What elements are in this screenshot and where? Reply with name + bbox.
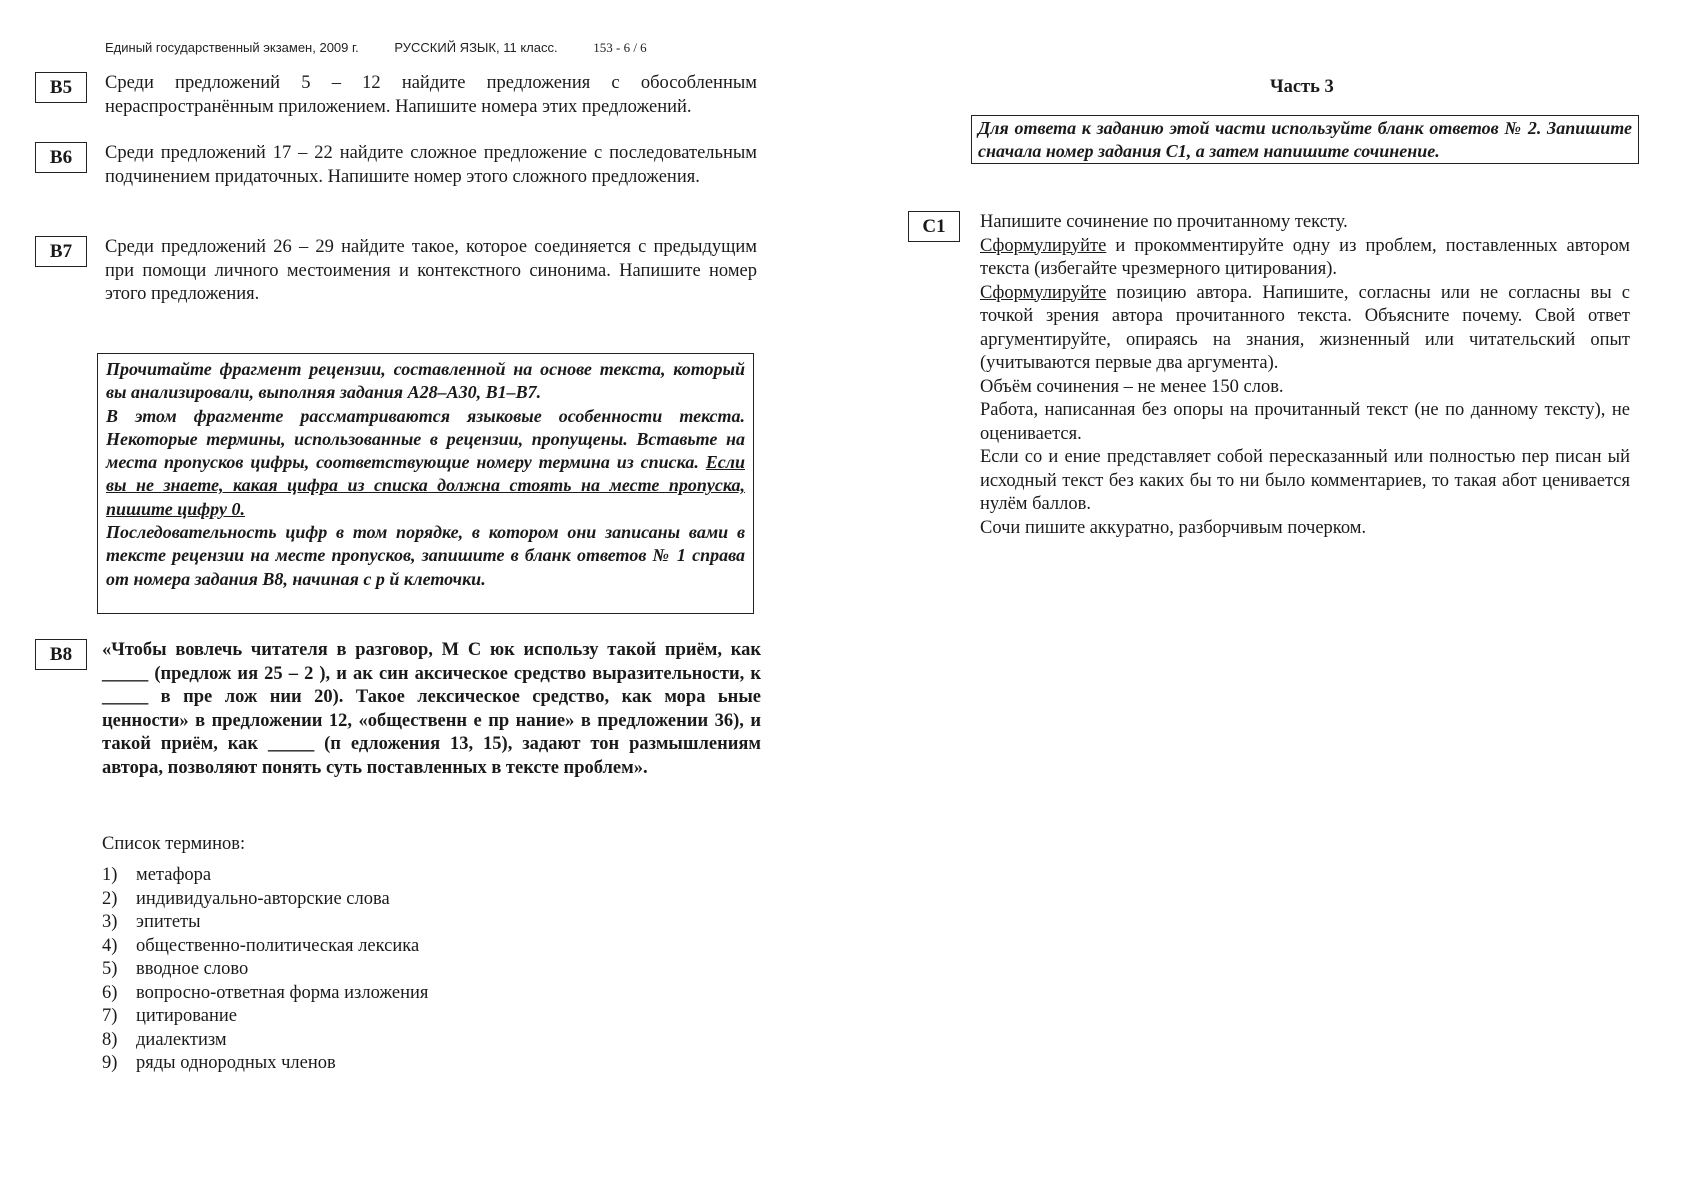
review-instruction-2 [106,405,745,521]
task-text-b5: Среди предложений 5 – 12 найдите предложения с обособленным нераспространённым приложением. Напишите номера этих предложений. [105,73,757,117]
list-item: 7) цитирование [102,1006,238,1026]
task-label-b5: B5 [35,72,87,103]
task-text-b7: Среди предложений 26 – 29 найдите такое, которое соединяется с предыдущим при помощи личного местоимения и контекстного синонима. Напишите номер этого предложения. [105,237,757,304]
c1-paragraph-4: Объём сочинения – не менее 150 слов. [980,376,1284,397]
page-header [105,40,647,56]
review-instruction-2-underlined: Если вы не знаете, какая цифра из списка должна стоять на месте пропуска, пишите цифру 0. [106,452,745,519]
c1-paragraph-5: Работа, написанная без опоры на прочитанный текст (не по данному тексту), не оценивается. [980,400,1630,444]
list-item: 8) диалектизм [102,1029,227,1050]
task-text-b6: Среди предложений 17 – 22 найдите сложное предложение с последовательным подчинением придаточных. Напишите номер этого сложного предложения. [105,143,757,187]
part3-title: Часть 3 [1270,77,1334,97]
review-instruction-1: Прочитайте фрагмент рецензии, составленной на основе текста, который вы анализировали, выполняя задания А28–А30, В1–В7. [106,359,745,403]
exam-title: Единый государственный экзамен, 2009 г. [105,40,359,55]
subject-title: РУССКИЙ ЯЗЫК, 11 класс. [394,40,558,55]
task-label-c1: C1 [908,211,960,242]
c1-line-1: Напишите сочинение по прочитанному тексту. [980,212,1348,232]
list-item: 6) вопросно-ответная форма изложения [102,982,429,1003]
review-instruction-2-text: В этом фрагменте рассматриваются языковые особенности текста. Некоторые термины, использованные в рецензии, пропущены. Вставьте на места пропусков цифры, соответствующие номеру термина из списка. [106,405,745,473]
list-item: 1) метафора [102,865,212,885]
list-item: 9) ряды однородных членов [102,1053,336,1073]
review-instructions-box [97,353,754,614]
c1-paragraph-3: Сформулируйте позицию автора. Напишите, согласны или не согласны вы с точкой зрения автора прочитанного текста. Объясните почему. Свой ответ аргументируйте, опираясь на знания, жизненный или читательский опыт (учитываются первые два аргумента). [980,282,1630,373]
review-instruction-3: Последовательность цифр в том порядке, в котором они записаны вами в тексте рецензии на месте пропусков, запишите в бланк ответов № 1 справа от номера задания В8, начиная с р й клеточки. [106,522,745,589]
list-item: 2) индивидуально-авторские слова [102,888,390,909]
task-text-b8: «Чтобы вовлечь читателя в разговор, М С юк использу такой приём, как _____ (предлож ия 25 – 2 ), и ак син аксическое средство выразительности, к _____ в пре лож нии 20). Такое лексическое средство, как мора ьные ценности» в предложении 12, «общественн е пр нание» в предложении 36), и такой приём, как _____ (п едложения 13, 15), задают тон размышлениям автора, позволяют понять суть поставленных в тексте проблем». [102,640,761,778]
c1-paragraph-6: Если со и ение представляет собой пересказанный или полностью пер писан ый исходный текст без каких бы то ни было комментариев, то такая абот ценивается нулём баллов. [980,447,1630,514]
list-item: 5) вводное слово [102,959,249,979]
page-number: 153 - 6 / 6 [593,40,647,55]
task-label-b6: B6 [35,142,87,173]
terms-list-title: Список терминов: [102,834,246,854]
list-item: 3) эпитеты [102,912,201,932]
terms-list [102,864,428,1076]
list-item: 4) общественно-политическая лексика [102,935,420,956]
part3-instruction-box [971,115,1639,164]
task-label-b8: B8 [35,639,87,670]
task-text-c1 [980,211,1630,540]
c1-paragraph-7: Сочи пишите аккуратно, разборчивым почерком. [980,517,1367,538]
task-label-b7: B7 [35,236,87,267]
c1-paragraph-2: Сформулируйте и прокомментируйте одну из проблем, поставленных автором текста (избегайте чрезмерного цитирования). [980,235,1630,279]
part3-instruction: Для ответа к заданию этой части используйте бланк ответов № 2. Запишите сначала номер задания С1, а затем напишите сочинение. [978,118,1632,161]
